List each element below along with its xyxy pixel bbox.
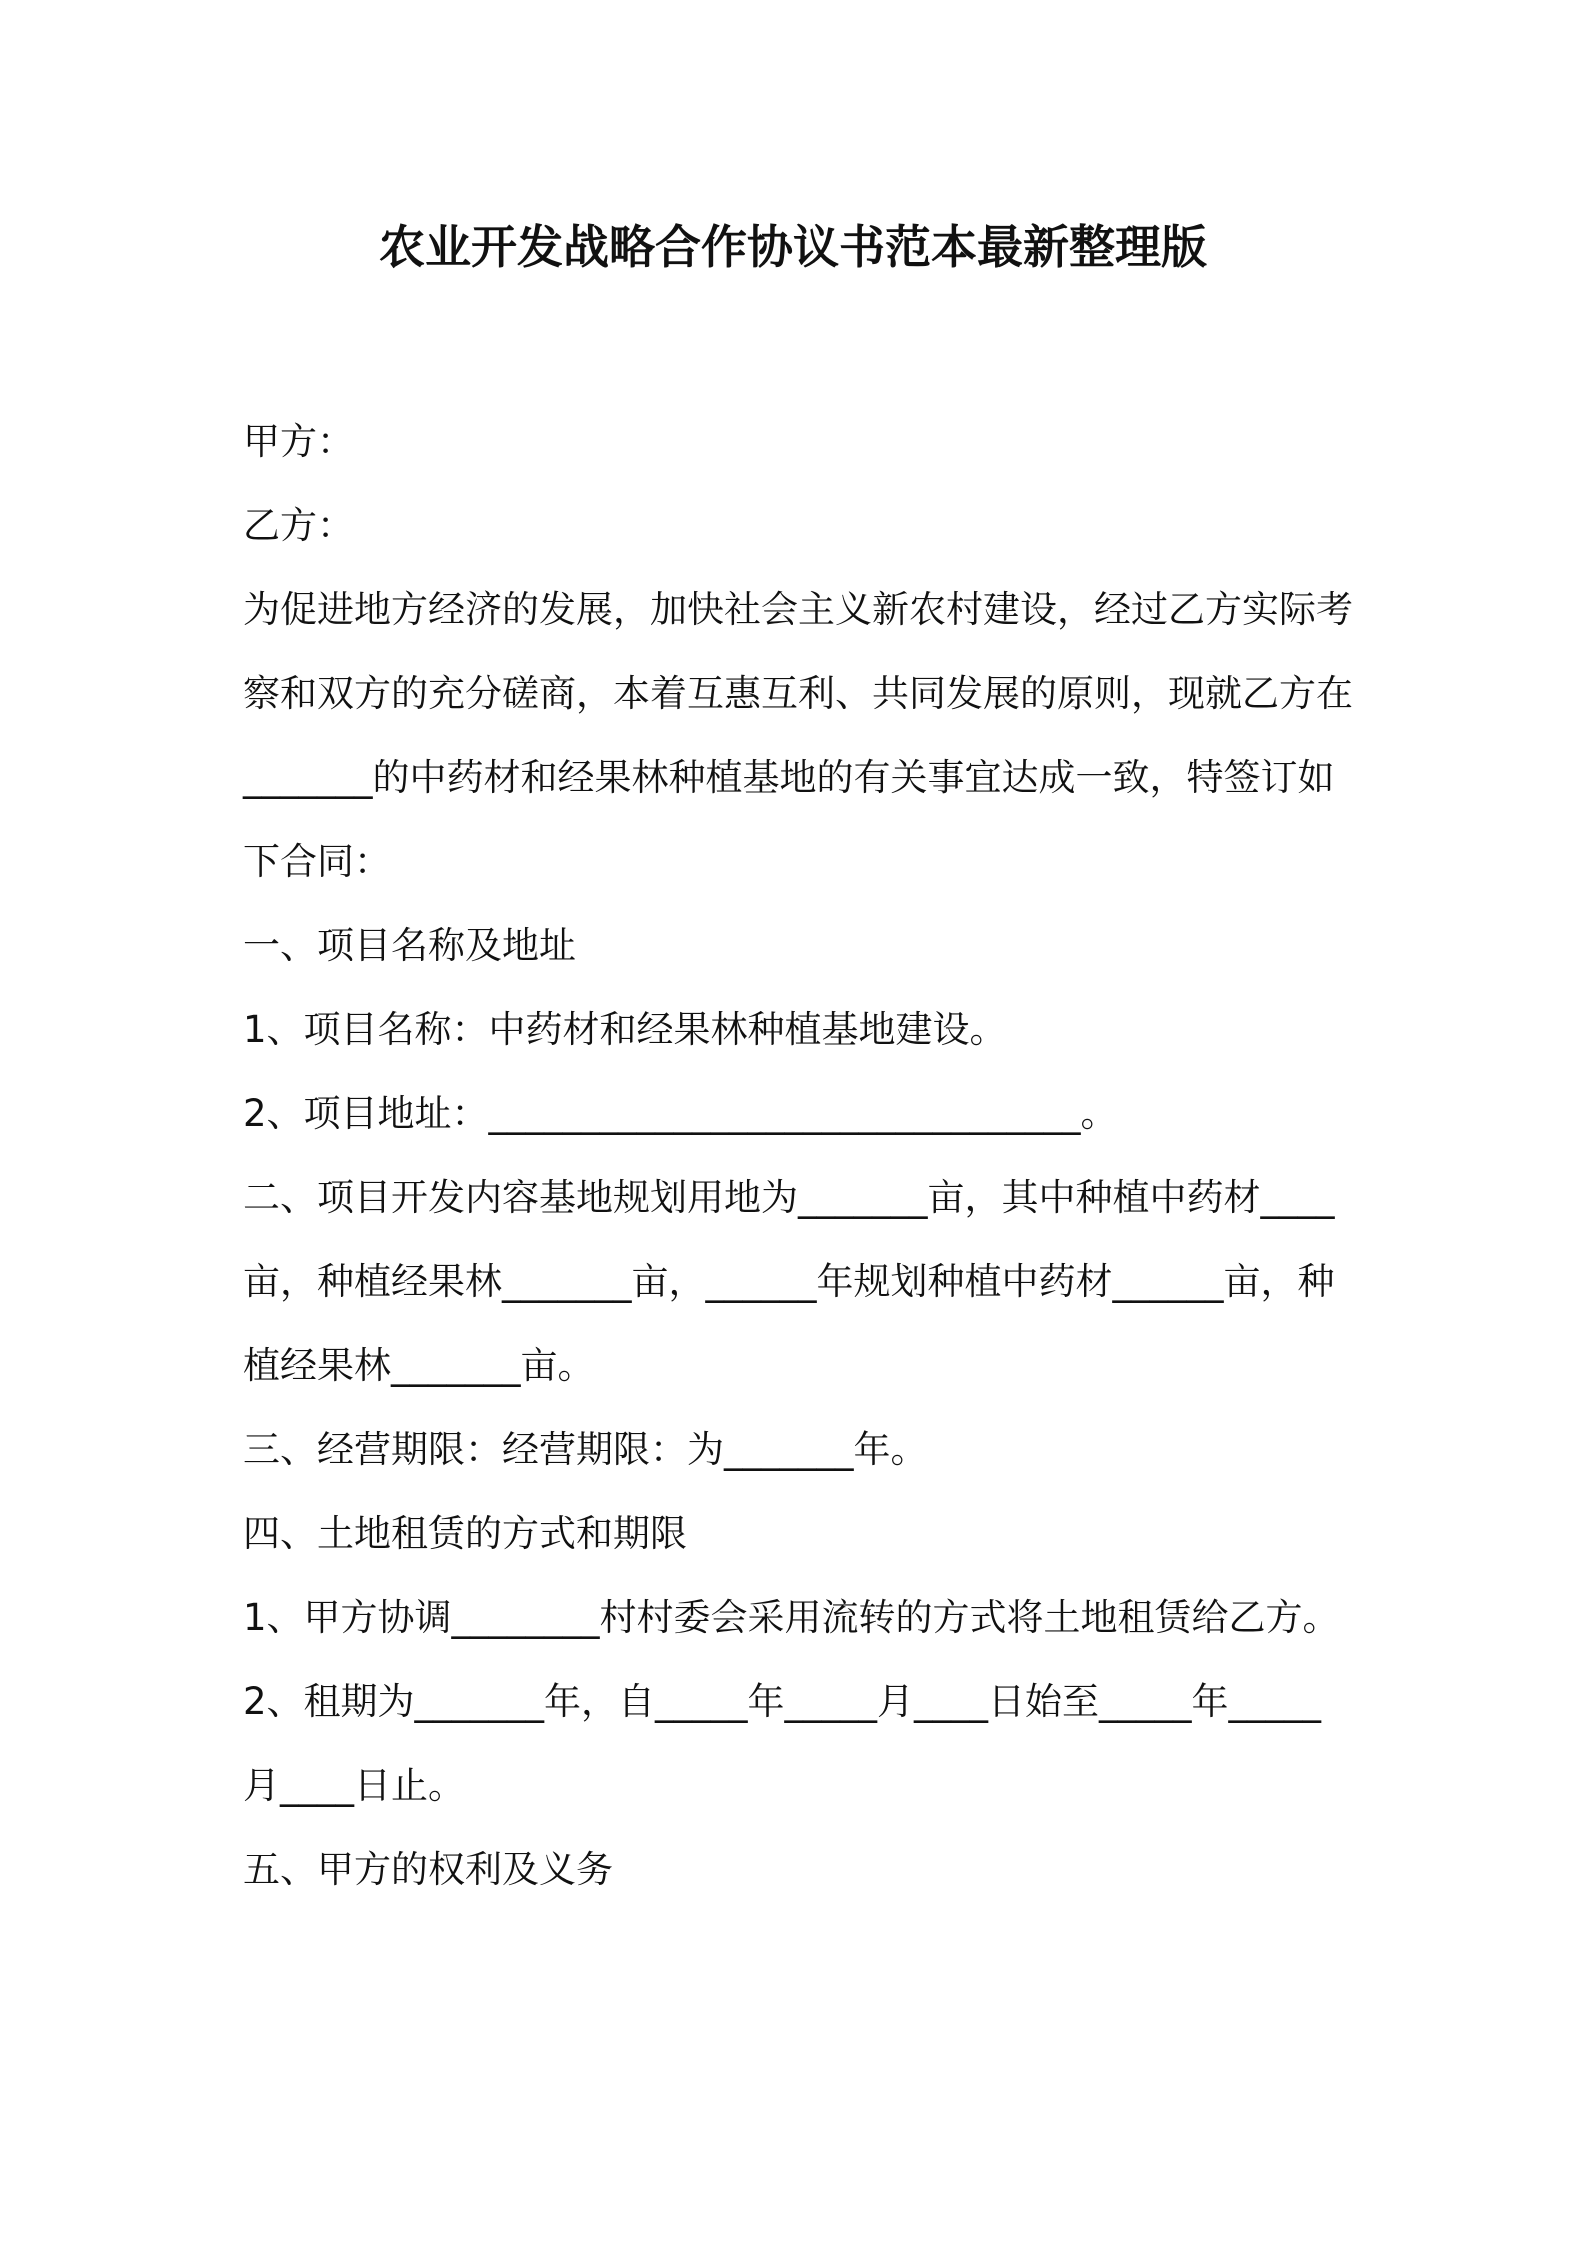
preamble-paragraph: 为促进地方经济的发展，加快社会主义新农村建设，经过乙方实际考察和双方的充分磋商，本着互惠互利、共同发展的原则，现就乙方在_______的中药材和经果林种植基地的有关事宜达成一致，特签订如下合同： — [243, 588, 1353, 883]
section-heading-land-lease: 四、土地租赁的方式和期限 — [243, 1512, 687, 1555]
document-title: 农业开发战略合作协议书范本最新整理版 — [379, 220, 1207, 274]
document-body — [243, 400, 1353, 1912]
clause-lease-method: 1、甲方协调________村村委会采用流转的方式将土地租赁给乙方。 — [243, 1596, 1340, 1639]
clause-lease-term: 2、租期为_______年，自_____年_____月____日始至_____年_____月____日止。 — [243, 1680, 1322, 1807]
party-a-line: 甲方： — [243, 420, 354, 463]
party-b-line: 乙方： — [243, 504, 354, 547]
clause-project-address: 2、项目地址：________________________________。 — [243, 1092, 1118, 1135]
section-operating-term: 三、经营期限：经营期限：为_______年。 — [243, 1428, 928, 1471]
section-development-content: 二、项目开发内容基地规划用地为_______亩，其中种植中药材____亩，种植经果林_______亩，______年规划种植中药材______亩，种植经果林_______亩。 — [243, 1176, 1335, 1387]
section-heading-project: 一、项目名称及地址 — [243, 924, 576, 967]
clause-project-name: 1、项目名称：中药材和经果林种植基地建设。 — [243, 1008, 1007, 1051]
section-heading-party-a-rights: 五、甲方的权利及义务 — [243, 1848, 613, 1891]
